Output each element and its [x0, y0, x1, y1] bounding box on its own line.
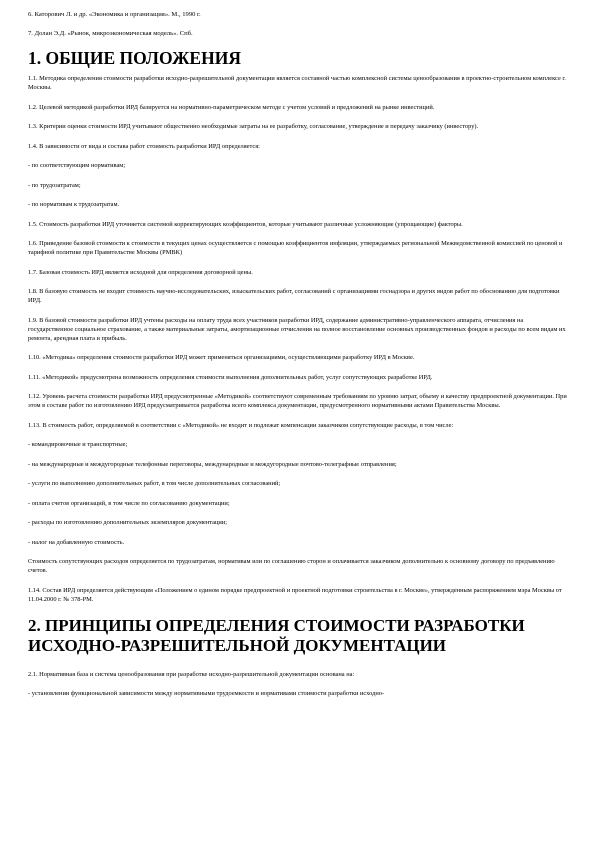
paragraph: 1.11. «Методикой» предусмотрена возможность определения стоимости выполнения дополнительных работ, услуг сопутствующих разработке ИРД. [28, 373, 433, 381]
section-1-heading: 1. ОБЩИЕ ПОЛОЖЕНИЯ [28, 48, 241, 68]
list-item: - по нормативам к трудозатратам. [28, 201, 120, 208]
section-2 [28, 616, 567, 699]
paragraph: 1.12. Уровень расчета стоимости разработки ИРД предусмотренные «Методикой» соответствуют современным требованиям по уровню затрат, объему и качеству предпроектной документации. При этом в составе работ по изготовлению ИРД предусматривается разработка всего комплекса документации, предусмотренного нормативными актами Правительства Москвы. [28, 393, 567, 409]
paragraph: 1.3. Критерии оценки стоимости ИРД учитывают общественно необходимые затраты на ее разработку, согласование, утверждение и передачу заказчику (инвестору). [28, 123, 479, 130]
list-item: - налог на добавленную стоимость. [28, 538, 125, 546]
paragraph: 1.8. В базовую стоимость не входит стоимость научно-исследовательских, изыскательских работ, согласований с организациями госнадзора и других видов работ по обоснованию для подготовки ИРД. [28, 288, 560, 304]
paragraph: 1.4. В зависимости от вида и состава работ стоимость разработки ИРД определяется: [28, 142, 260, 150]
section-1-body [28, 74, 567, 604]
list-item: - оплата счетов организаций, в том числе по согласованию документации; [28, 499, 230, 507]
list-item: - расходы по изготовлению дополнительных экземпляров документации; [28, 519, 228, 526]
list-item: - командировочные и транспортные; [28, 441, 128, 448]
paragraph: 1.9. В базовой стоимости разработки ИРД учтены расходы на оплату труда всех участников разработки ИРД, содержание административно-управленческого аппарата, отчисления на государственное социальное страхование, а также материальные затраты, амортизационные отчисления на полное восстановление основных производственных фондов и расходы по всем видам их ремонта, арендная плата и прибыль. [28, 316, 566, 342]
paragraph: Стоимость сопутствующих расходов определяется по трудозатратам, нормативам или по соглашению сторон и оплачивается заказчиком дополнительно к основному договору по предъявлению счетов. [28, 558, 555, 574]
section-2-heading: 2. ПРИНЦИПЫ ОПРЕДЕЛЕНИЯ СТОИМОСТИ РАЗРАБОТКИ ИСХОДНО-РАЗРЕШИТЕЛЬНОЙ ДОКУМЕНТАЦИИ [28, 615, 525, 655]
section-2-body [28, 670, 567, 699]
list-item: - услуги по выполнению дополнительных работ, в том числе дополнительных согласований; [28, 480, 281, 487]
paragraph: 1.10. «Методика» определения стоимости разработки ИРД может применяться организациями, осуществляющими разработку ИРД в Москве. [28, 354, 415, 361]
paragraph: 1.14. Состав ИРД определяется действующим «Положением о едином порядке предпроектной и проектной подготовки строительства в г. Москве», утвержденным распоряжением мэра Москвы от 11.04.2000 г. № 378-РМ. [28, 586, 562, 603]
list-item: - установлении функциональной зависимости между нормативными трудоемкости и нормативами стоимости разработки исходно- [28, 690, 385, 697]
list-item: - на международные и междугородные телефонные переговоры, международные и междугородные почтово-телеграфные отправления; [28, 460, 397, 468]
paragraph: 2.1. Нормативная база и система ценообразования при разработке исходно-разрешительной документации основана на: [28, 670, 355, 678]
reference-list [28, 10, 567, 38]
paragraph: 1.6. Приведение базовой стоимости к стоимости в текущих ценах осуществляется с помощью коэффициентов инфляции, утверждаемых региональной Межведомственной комиссией по ценовой и тарифной политике при Правительстве Москвы (РМВК) [28, 240, 563, 256]
paragraph: 1.1. Методика определения стоимости разработки исходно-разрешительной документации является составной частью комплексной системы ценообразования в проектно-строительном комплексе г. Москвы. [28, 75, 566, 91]
list-item: - по трудозатратам; [28, 181, 81, 189]
reference-item: 6. Каторович Л. и др. «Экономика и организация». М., 1990 г. [28, 11, 201, 18]
paragraph: 1.7. Базовая стоимость ИРД является исходной для определения договорной цены. [28, 268, 253, 276]
paragraph: 1.13. В стоимость работ, определяемой в соответствии с «Методикой» не входит и подлежат компенсации заказчиком сопутствующие расходы, в том числе: [28, 421, 454, 429]
paragraph: 1.5. Стоимость разработки ИРД уточняется системой корректирующих коэффициентов, которые учитывают различные усложняющие (упрощающие) факторы. [28, 220, 463, 228]
list-item: - по соответствующим нормативам; [28, 162, 126, 169]
paragraph: 1.2. Целевой методикой разработки ИРД базируется на нормативно-параметрическом методе с учетом условий и предложений на рынке инвестиций. [28, 103, 435, 111]
reference-item: 7. Долан Э.Д. «Рынок, микроэкономическая модель». Спб. [28, 30, 193, 37]
